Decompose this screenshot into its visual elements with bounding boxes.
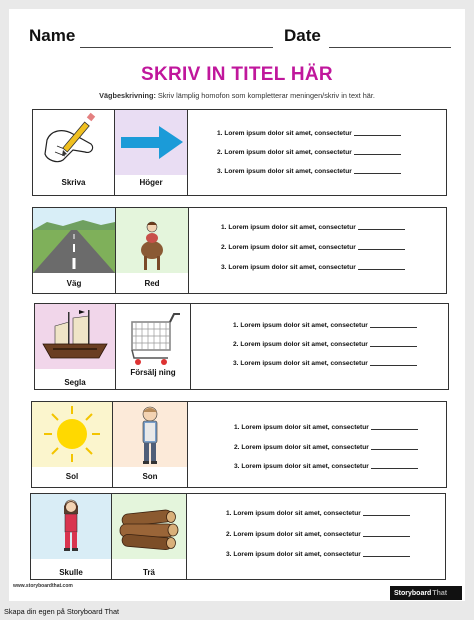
row-4 <box>31 401 447 488</box>
row-1-question-1: 1. Lorem ipsum dolor sit amet, consectetur <box>217 130 401 137</box>
row-4-right-cell <box>113 402 188 487</box>
row-2-right-caption: Red <box>144 279 160 288</box>
date-line[interactable] <box>329 47 451 48</box>
row-1-left-caption: Skriva <box>61 178 86 187</box>
row-1-right-caption: Höger <box>139 178 163 187</box>
instructions-text: Skriv lämplig homofon som kompletterar meningen/skriv in text här. <box>155 91 375 100</box>
row-2-left-cell <box>33 208 116 293</box>
row-4-question-2: 2. Lorem ipsum dolor sit amet, consectetur <box>234 444 418 451</box>
row-1-question-3: 3. Lorem ipsum dolor sit amet, consectetur <box>217 168 401 175</box>
answer-line[interactable] <box>358 249 405 250</box>
row-5 <box>30 493 446 580</box>
storyboardthat-logo[interactable] <box>390 586 462 600</box>
create-your-own-link[interactable]: Skapa din egen på Storyboard That <box>4 607 120 616</box>
row-5-left-cell <box>31 494 112 579</box>
row-5-question-2: 2. Lorem ipsum dolor sit amet, consectetur <box>226 531 410 538</box>
row-5-question-3: 3. Lorem ipsum dolor sit amet, consectetur <box>226 551 410 558</box>
road-icon <box>33 208 115 273</box>
logo-main-text: Storyboard <box>394 589 432 597</box>
row-1-left-cell <box>33 110 115 195</box>
row-3-left-cell <box>35 304 116 389</box>
sun-icon <box>32 402 112 467</box>
answer-line[interactable] <box>363 515 410 516</box>
answer-line[interactable] <box>354 173 401 174</box>
horse-rider-icon <box>116 208 188 273</box>
answer-line[interactable] <box>371 429 418 430</box>
answer-line[interactable] <box>358 269 405 270</box>
row-3-right-cell <box>116 304 191 389</box>
row-2-left-caption: Väg <box>66 279 82 288</box>
row-2 <box>32 207 447 294</box>
row-5-question-1: 1. Lorem ipsum dolor sit amet, consectetur <box>226 510 410 517</box>
row-5-left-caption: Skulle <box>59 568 83 577</box>
row-3-right-caption: Försälj ning <box>130 368 176 377</box>
answer-line[interactable] <box>363 556 410 557</box>
row-2-right-cell <box>116 208 189 293</box>
worksheet-title: SKRIV IN TITEL HÄR <box>141 64 333 85</box>
shopping-cart-icon <box>116 304 190 369</box>
worksheet-page <box>9 9 465 601</box>
sailing-ship-icon <box>35 304 115 369</box>
row-4-right-caption: Son <box>142 472 158 481</box>
answer-line[interactable] <box>371 468 418 469</box>
row-2-question-3: 3. Lorem ipsum dolor sit amet, consectetur <box>221 264 405 271</box>
row-1 <box>32 109 447 196</box>
row-3 <box>34 303 449 390</box>
right-arrow-icon <box>115 110 187 175</box>
girl-icon <box>31 494 111 559</box>
answer-line[interactable] <box>370 327 417 328</box>
date-label: Date <box>284 26 321 45</box>
row-5-right-caption: Trä <box>142 568 155 577</box>
name-line[interactable] <box>80 47 273 48</box>
row-1-right-cell <box>115 110 188 195</box>
answer-line[interactable] <box>370 346 417 347</box>
instructions-label: Vägbeskrivning: <box>99 91 156 100</box>
name-label: Name <box>29 26 76 45</box>
logs-icon <box>112 494 186 559</box>
answer-line[interactable] <box>363 536 410 537</box>
row-1-question-2: 2. Lorem ipsum dolor sit amet, consectetur <box>217 149 401 156</box>
row-3-question-2: 2. Lorem ipsum dolor sit amet, consectetur <box>233 341 417 348</box>
footer-url[interactable]: www.storyboardthat.com <box>13 583 73 589</box>
row-4-left-cell <box>32 402 113 487</box>
answer-line[interactable] <box>370 365 417 366</box>
row-4-question-1: 1. Lorem ipsum dolor sit amet, consectetur <box>234 424 418 431</box>
instructions <box>9 91 465 100</box>
answer-line[interactable] <box>354 154 401 155</box>
writing-hand-icon <box>33 110 114 175</box>
logo-suffix-text: That <box>432 589 448 597</box>
row-3-question-1: 1. Lorem ipsum dolor sit amet, consectetur <box>233 322 417 329</box>
row-5-right-cell <box>112 494 187 579</box>
row-3-left-caption: Segla <box>64 378 86 387</box>
row-2-question-1: 1. Lorem ipsum dolor sit amet, consectetur <box>221 224 405 231</box>
row-4-left-caption: Sol <box>65 472 79 481</box>
row-2-question-2: 2. Lorem ipsum dolor sit amet, consectetur <box>221 244 405 251</box>
row-4-question-3: 3. Lorem ipsum dolor sit amet, consectetur <box>234 463 418 470</box>
answer-line[interactable] <box>358 229 405 230</box>
answer-line[interactable] <box>354 135 401 136</box>
boy-icon <box>113 402 187 467</box>
row-3-question-3: 3. Lorem ipsum dolor sit amet, consectetur <box>233 360 417 367</box>
answer-line[interactable] <box>371 449 418 450</box>
